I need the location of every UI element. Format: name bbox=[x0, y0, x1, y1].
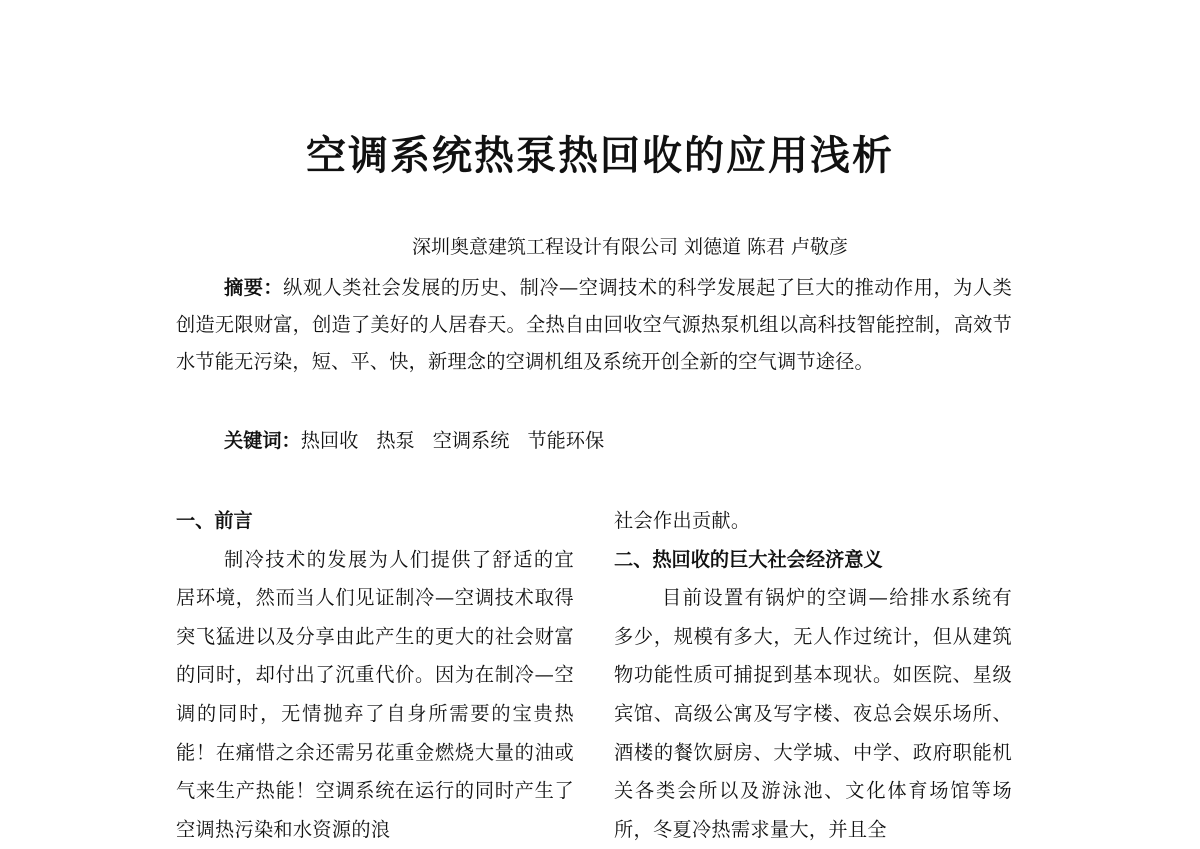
left-column bbox=[176, 502, 574, 849]
intro-paragraph: 制冷技术的发展为人们提供了舒适的宜居环境，然而当人们见证制冷—空调技术取得突飞猛进以及分享由此产生的更大的社会财富的同时，却付出了沉重代价。因为在制冷—空调的同时，无情抛弃了自身所需要的宝贵热能！在痛惜之余还需另花重金燃烧大量的油或气来生产热能！空调系统在运行的同时产生了空调热污染和水资源的浪 bbox=[176, 547, 574, 841]
keyword: 热回收 bbox=[300, 429, 359, 452]
author-affiliation: 深圳奥意建筑工程设计有限公司 刘德道 陈君 卢敬彦 bbox=[411, 236, 849, 258]
keyword: 热泵 bbox=[376, 429, 415, 452]
keywords-label: 关键词： bbox=[224, 429, 301, 452]
significance-paragraph: 目前设置有锅炉的空调—给排水系统有多少，规模有多大，无人作过统计，但从建筑物功能性质可捕捉到基本现状。如医院、星级宾馆、高级公寓及写字楼、夜总会娱乐场所、酒楼的餐饮厨房、大学城、中学、政府职能机关各类会所以及游泳池、文化体育场馆等场所，冬夏冷热需求量大，并且全 bbox=[614, 586, 1012, 841]
keywords bbox=[224, 425, 622, 457]
section-heading-significance: 二、热回收的巨大社会经济意义 bbox=[614, 547, 883, 571]
keyword: 节能环保 bbox=[527, 429, 605, 452]
right-column bbox=[614, 502, 1012, 849]
abstract-text: 纵观人类社会发展的历史、制冷—空调技术的科学发展起了巨大的推动作用，为人类创造无限财富，创造了美好的人居春天。全热自由回收空气源热泵机组以高科技智能控制，高效节水节能无污染，短、平、快，新理念的空调机组及系统开创全新的空气调节途径。 bbox=[176, 276, 1012, 373]
abstract-label: 摘要： bbox=[224, 276, 284, 299]
continued-text: 社会作出贡献。 bbox=[614, 509, 751, 532]
paper-title: 空调系统热泵热回收的应用浅析 bbox=[306, 133, 894, 179]
section-heading-intro: 一、前言 bbox=[176, 509, 253, 532]
abstract bbox=[176, 270, 1012, 380]
keyword: 空调系统 bbox=[432, 429, 510, 452]
